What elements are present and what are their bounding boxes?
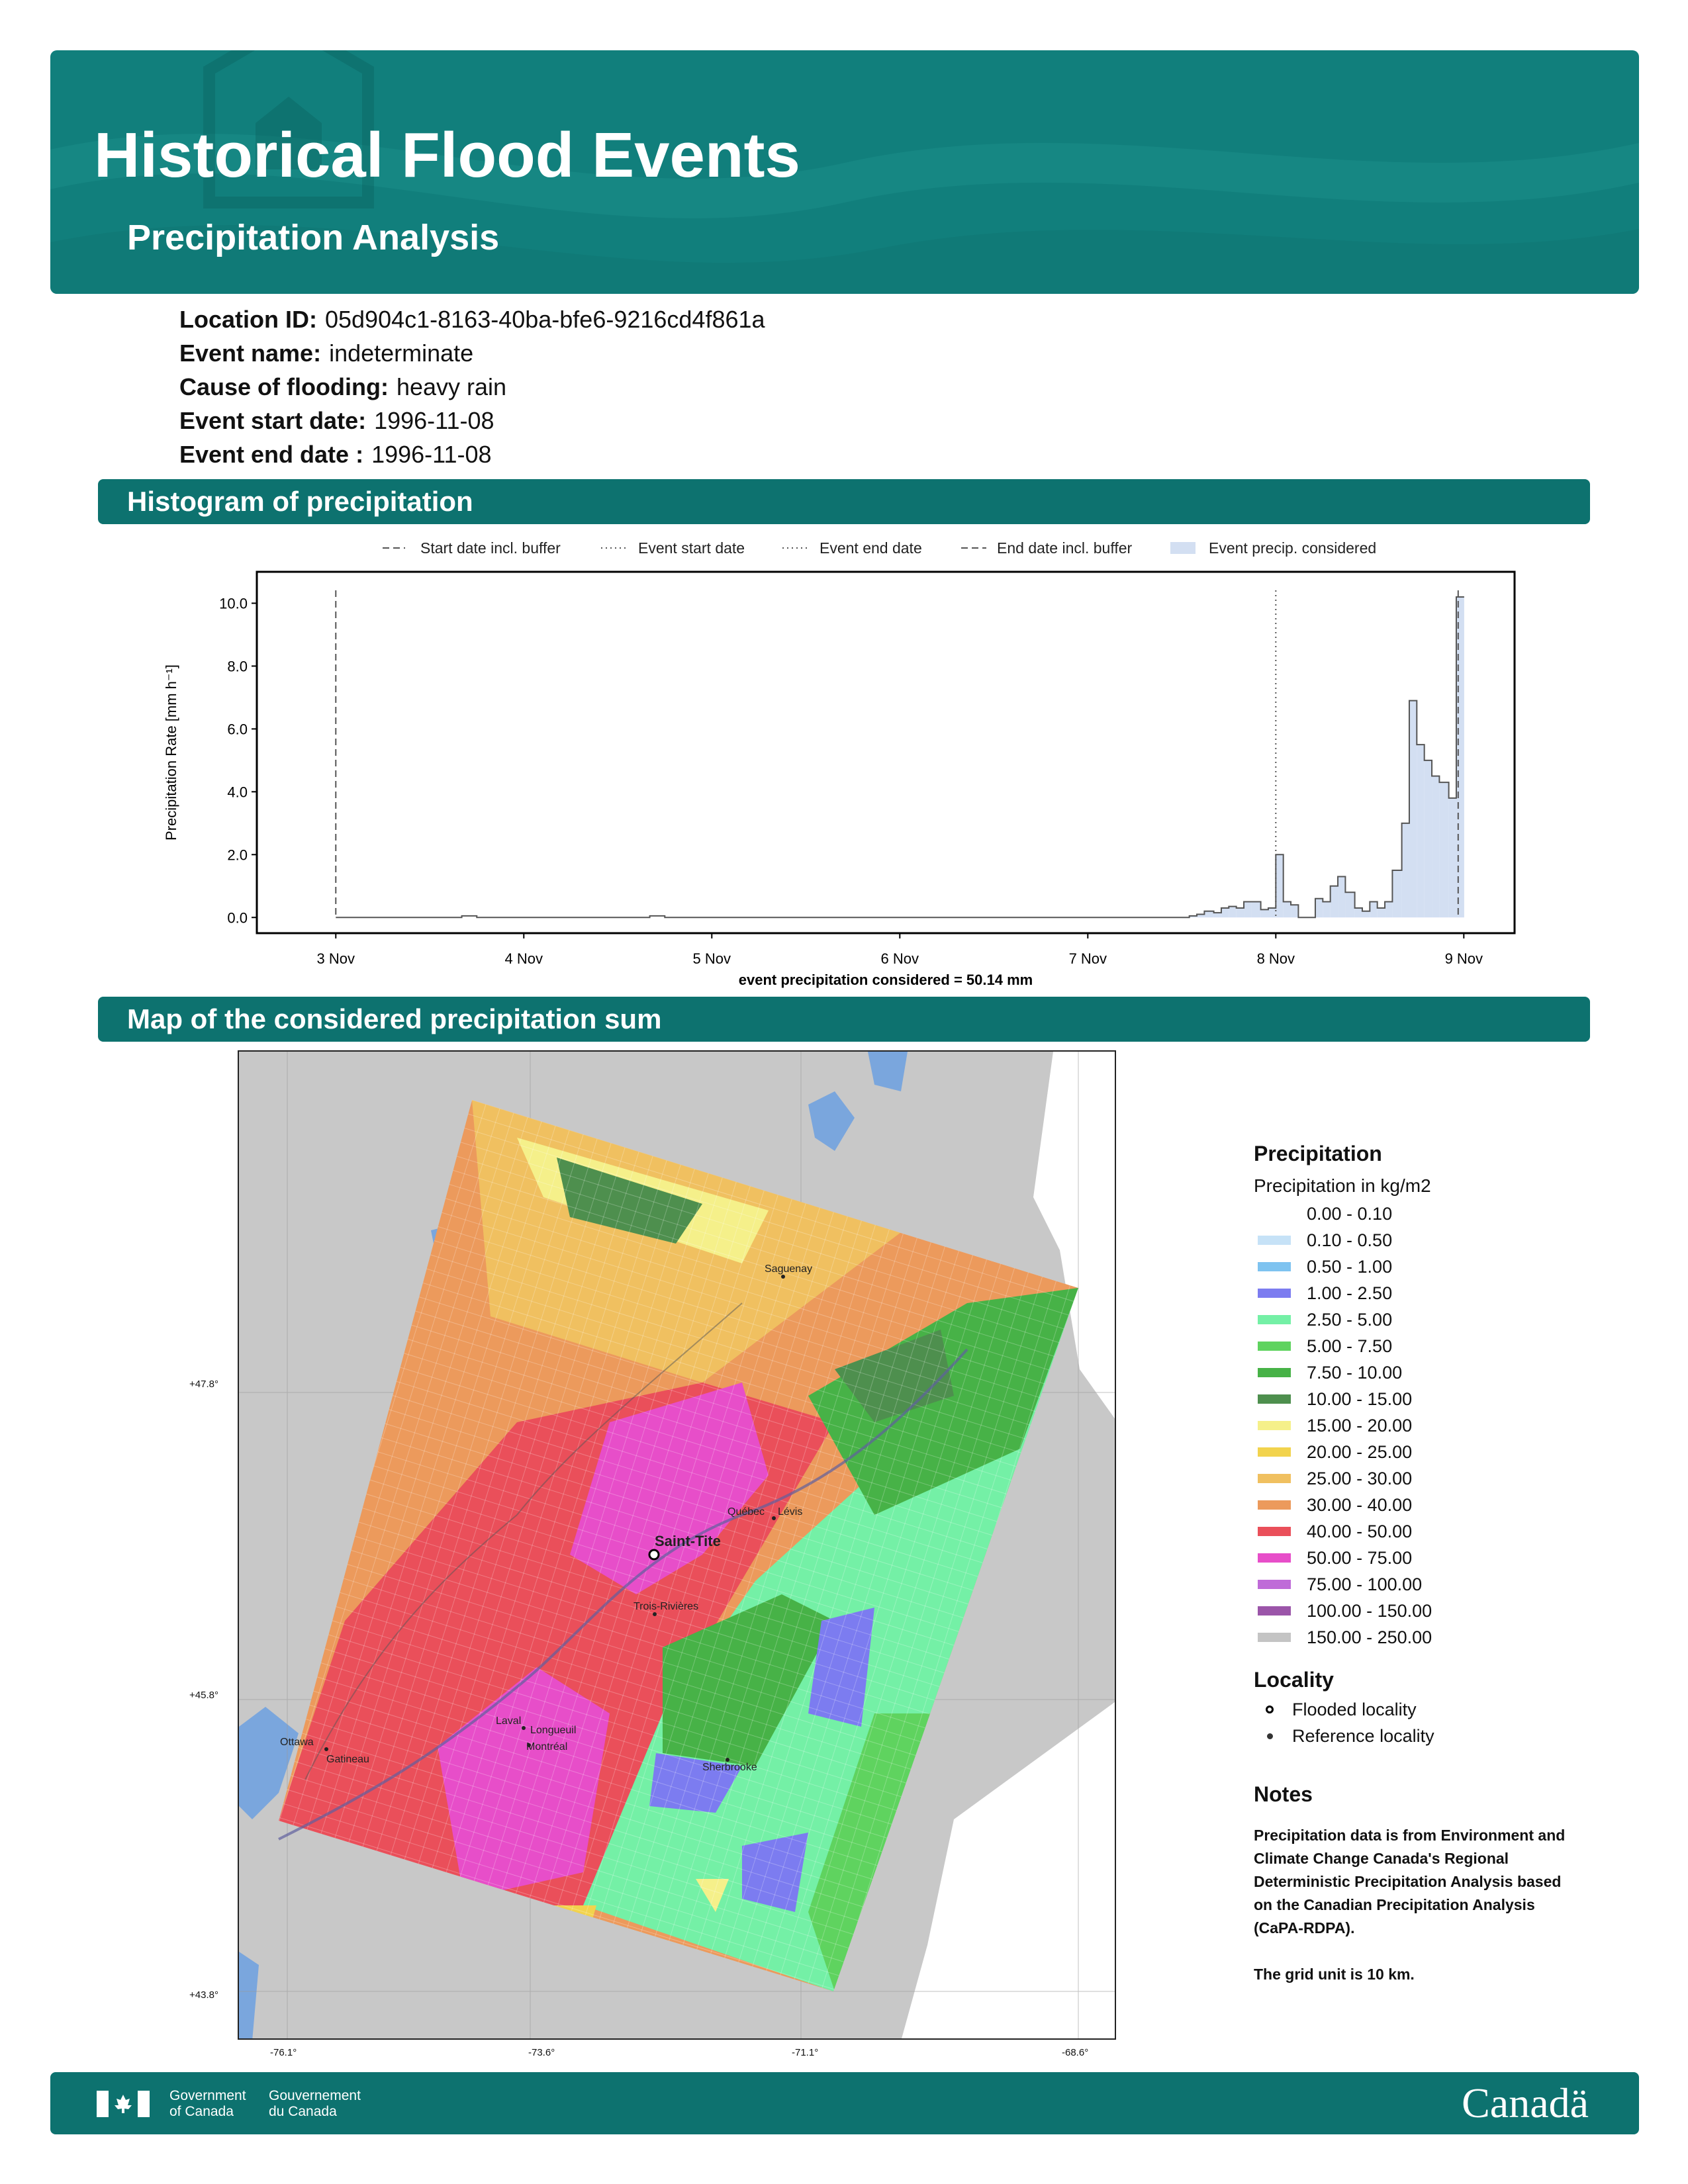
legend-class-label: 75.00 - 100.00 <box>1307 1574 1423 1594</box>
legend-class-row <box>1254 1386 1624 1412</box>
legend-class-label: 5.00 - 7.50 <box>1307 1336 1393 1356</box>
legend-swatch <box>1258 1580 1291 1589</box>
legend-class-row <box>1254 1227 1624 1253</box>
legend-class-label: 30.00 - 40.00 <box>1307 1494 1413 1515</box>
precip-bar <box>1315 899 1323 917</box>
legend-class-row <box>1254 1571 1624 1598</box>
legend-flooded-row <box>1254 1696 1624 1723</box>
legend-swatch <box>1258 1394 1291 1404</box>
legend-locality-title: Locality <box>1254 1668 1334 1692</box>
locality-gatineau: Gatineau <box>326 1754 369 1765</box>
legend-class-label: 1.00 - 2.50 <box>1307 1283 1393 1303</box>
precip-bar <box>1229 907 1236 918</box>
footer-bar <box>50 2072 1639 2134</box>
legend-reference-row <box>1254 1723 1624 1749</box>
notes-line: Deterministic Precipitation Analysis based <box>1254 1873 1562 1890</box>
precip-bar <box>1268 908 1276 917</box>
legend-precip-title: Precipitation <box>1254 1142 1382 1165</box>
precip-bar <box>1323 902 1330 918</box>
start-date-value: 1996-11-08 <box>374 407 494 434</box>
precip-bar <box>1338 877 1345 918</box>
precip-bar <box>1355 908 1362 917</box>
legend-swatch <box>1258 1209 1291 1218</box>
precip-bar <box>1456 597 1464 917</box>
legend-class-label: 20.00 - 25.00 <box>1307 1441 1413 1462</box>
legend-start-buffer: Start date incl. buffer <box>420 539 561 557</box>
end-date-row <box>179 441 492 469</box>
location-id-label: Location ID: <box>179 306 317 333</box>
cause-label: Cause of flooding: <box>179 373 389 400</box>
plot-frame <box>257 572 1515 933</box>
precip-step-line <box>336 597 1464 917</box>
legend-swatch <box>1258 1236 1291 1245</box>
x-tick-label: 9 Nov <box>1444 950 1483 967</box>
lon-label-2: -73.6° <box>528 2047 555 2058</box>
legend-class-row <box>1254 1333 1624 1359</box>
locality-montreal: Montréal <box>526 1741 568 1752</box>
legend-precip-swatch <box>1170 542 1196 554</box>
precip-bar <box>1362 911 1370 917</box>
flooded-marker-icon <box>1266 1706 1274 1713</box>
precip-bar <box>1244 902 1251 918</box>
y-axis <box>219 595 257 926</box>
y-tick-label: 10.0 <box>219 595 248 612</box>
page-subtitle: Precipitation Analysis <box>127 218 500 257</box>
locality-ottawa: Ottawa <box>280 1737 314 1748</box>
notes-line: Climate Change Canada's Regional <box>1254 1850 1509 1867</box>
legend-class-row <box>1254 1465 1624 1492</box>
legend-class-row <box>1254 1412 1624 1439</box>
legend-swatch <box>1258 1289 1291 1298</box>
notes-line: (CaPA-RDPA). <box>1254 1919 1355 1936</box>
gov-fr <box>269 2088 361 2120</box>
map-legend <box>1254 1142 1624 1986</box>
legend-swatch <box>1258 1633 1291 1642</box>
locality-quebec: Québec <box>727 1506 765 1518</box>
legend-event-end: Event end date <box>820 539 922 557</box>
legend-class-row <box>1254 1492 1624 1518</box>
precipitation-map <box>238 1050 1116 2040</box>
map-canvas <box>239 1052 1116 2040</box>
legend-class-row <box>1254 1518 1624 1545</box>
x-tick-label: 8 Nov <box>1256 950 1295 967</box>
legend-class-label: 100.00 - 150.00 <box>1307 1600 1432 1621</box>
x-tick-label: 5 Nov <box>692 950 731 967</box>
gov-en-line2: of Canada <box>169 2104 234 2119</box>
precip-bar <box>1392 870 1401 917</box>
lon-label-1: -76.1° <box>270 2047 297 2058</box>
y-tick-label: 2.0 <box>227 846 248 864</box>
locality-sherbrooke: Sherbrooke <box>702 1762 757 1773</box>
legend-class-label: 50.00 - 75.00 <box>1307 1547 1413 1568</box>
legend-class-label: 0.00 - 0.10 <box>1307 1203 1393 1224</box>
legend-swatch <box>1258 1315 1291 1324</box>
legend-class-label: 0.50 - 1.00 <box>1307 1256 1393 1277</box>
header-banner <box>50 50 1639 294</box>
x-tick-label: 3 Nov <box>316 950 355 967</box>
legend-class-row <box>1254 1439 1624 1465</box>
histogram-section-header: Histogram of precipitation <box>98 479 1590 524</box>
gov-fr-line1: Gouvernement <box>269 2088 361 2103</box>
x-axis-label: event precipitation considered = 50.14 mm <box>738 972 1033 988</box>
y-tick-label: 0.0 <box>227 909 248 927</box>
date-markers <box>336 590 1458 919</box>
precip-bar <box>1432 776 1439 918</box>
precip-bar <box>1409 701 1417 918</box>
precip-bar <box>1221 908 1229 917</box>
reference-marker-icon <box>1267 1733 1273 1739</box>
legend-class-label: 15.00 - 20.00 <box>1307 1415 1413 1435</box>
locality-laval: Laval <box>496 1715 522 1727</box>
x-tick-label: 7 Nov <box>1068 950 1107 967</box>
location-id-value: 05d904c1-8163-40ba-bfe6-9216cd4f861a <box>324 306 765 333</box>
lon-label-4: -68.6° <box>1062 2047 1089 2058</box>
event-name-label: Event name: <box>179 340 322 367</box>
cause-value: heavy rain <box>396 373 507 400</box>
legend-class-row <box>1254 1280 1624 1306</box>
x-tick-label: 4 Nov <box>504 950 543 967</box>
notes-line: The grid unit is 10 km. <box>1254 1966 1415 1983</box>
precip-bar <box>1345 892 1354 917</box>
legend-class-row <box>1254 1545 1624 1571</box>
precip-bars <box>336 597 1464 918</box>
precip-bar <box>1402 823 1409 917</box>
legend-class-row <box>1254 1359 1624 1386</box>
notes-line <box>1254 1940 1624 1963</box>
flooded-locality-marker <box>649 1550 659 1559</box>
precip-bar <box>1261 909 1268 917</box>
lat-label-2: +45.8° <box>189 1690 218 1701</box>
legend-class-label: 40.00 - 50.00 <box>1307 1521 1413 1541</box>
y-tick-label: 4.0 <box>227 784 248 801</box>
legend-notes-text <box>1254 1824 1624 1986</box>
locality-longueuil: Longueuil <box>530 1725 577 1736</box>
end-date-label: Event end date : <box>179 441 364 468</box>
legend-event-precip: Event precip. considered <box>1209 539 1377 557</box>
legend-class-row <box>1254 1624 1624 1651</box>
precip-bar <box>1378 908 1385 917</box>
legend-class-label: 150.00 - 250.00 <box>1307 1627 1432 1647</box>
event-name-row <box>179 340 473 367</box>
lat-label-1: +47.8° <box>189 1379 218 1390</box>
legend-class-row <box>1254 1598 1624 1624</box>
locality-levis: Lévis <box>778 1506 803 1518</box>
map-section-header: Map of the considered precipitation sum <box>98 997 1590 1042</box>
start-date-label: Event start date: <box>179 407 367 434</box>
precip-bar <box>1276 854 1283 917</box>
y-tick-label: 6.0 <box>227 721 248 738</box>
legend-swatch <box>1258 1500 1291 1510</box>
y-axis-label: Precipitation Rate [mm h⁻¹] <box>163 664 179 841</box>
locality-saguenay: Saguenay <box>765 1263 813 1275</box>
page-title: Historical Flood Events <box>94 120 800 191</box>
x-axis <box>317 933 1483 967</box>
legend-class-row <box>1254 1306 1624 1333</box>
precip-bar <box>1214 913 1221 917</box>
precip-bar <box>1284 902 1291 918</box>
precip-bar <box>1417 745 1424 917</box>
legend-swatch <box>1258 1553 1291 1563</box>
canada-flag-icon <box>97 2091 150 2117</box>
location-id-row <box>179 306 765 334</box>
event-name-value: indeterminate <box>329 340 474 367</box>
start-date-row <box>179 407 494 435</box>
gov-en <box>169 2088 246 2120</box>
precip-bar <box>1439 782 1448 917</box>
legend-swatch <box>1258 1606 1291 1615</box>
legend-class-label: 0.10 - 0.50 <box>1307 1230 1393 1250</box>
legend-swatch <box>1258 1262 1291 1271</box>
precip-bar <box>1204 911 1213 917</box>
precip-bar <box>1291 905 1298 917</box>
legend-swatch <box>1258 1447 1291 1457</box>
precip-bar <box>1385 902 1392 918</box>
y-tick-label: 8.0 <box>227 658 248 675</box>
precipitation-histogram <box>159 529 1549 993</box>
legend-event-start: Event start date <box>638 539 745 557</box>
legend-class-label: 10.00 - 15.00 <box>1307 1388 1413 1409</box>
lon-label-3: -71.1° <box>792 2047 819 2058</box>
cause-row <box>179 373 506 401</box>
legend-end-buffer: End date incl. buffer <box>997 539 1133 557</box>
legend-class-label: 25.00 - 30.00 <box>1307 1468 1413 1488</box>
legend-swatch <box>1258 1474 1291 1483</box>
canada-wordmark: Canadä <box>1462 2079 1589 2126</box>
precip-bar <box>1370 902 1377 918</box>
legend-class-row <box>1254 1253 1624 1280</box>
gov-en-line1: Government <box>169 2088 246 2103</box>
legend-swatch <box>1258 1342 1291 1351</box>
legend-class-label: 2.50 - 5.00 <box>1307 1309 1393 1330</box>
legend-notes-title: Notes <box>1254 1782 1313 1806</box>
legend-class-list <box>1254 1201 1624 1651</box>
precip-bar <box>1425 760 1432 917</box>
end-date-value: 1996-11-08 <box>371 441 492 468</box>
legend-swatch <box>1258 1527 1291 1536</box>
lat-label-3: +43.8° <box>189 1989 218 2001</box>
locality-saint-tite: Saint-Tite <box>655 1533 721 1549</box>
legend-swatch <box>1258 1368 1291 1377</box>
legend-flooded-label: Flooded locality <box>1292 1699 1417 1719</box>
legend-class-row <box>1254 1201 1624 1227</box>
precip-bar <box>1251 902 1260 918</box>
legend-swatch <box>1258 1421 1291 1430</box>
precip-bar <box>1331 886 1338 917</box>
legend-class-label: 7.50 - 10.00 <box>1307 1362 1403 1383</box>
legend-precip-unit: Precipitation in kg/m2 <box>1254 1175 1431 1196</box>
legend-reference-label: Reference locality <box>1292 1725 1434 1746</box>
notes-line: on the Canadian Precipitation Analysis <box>1254 1896 1535 1913</box>
notes-line: Precipitation data is from Environment and <box>1254 1827 1566 1844</box>
precip-bar <box>1237 908 1244 917</box>
locality-trois-rivieres: Trois-Rivières <box>633 1601 699 1612</box>
gov-fr-line2: du Canada <box>269 2104 337 2119</box>
x-tick-label: 6 Nov <box>880 950 919 967</box>
chart-legend <box>383 539 1376 557</box>
precip-bar <box>1449 798 1456 917</box>
